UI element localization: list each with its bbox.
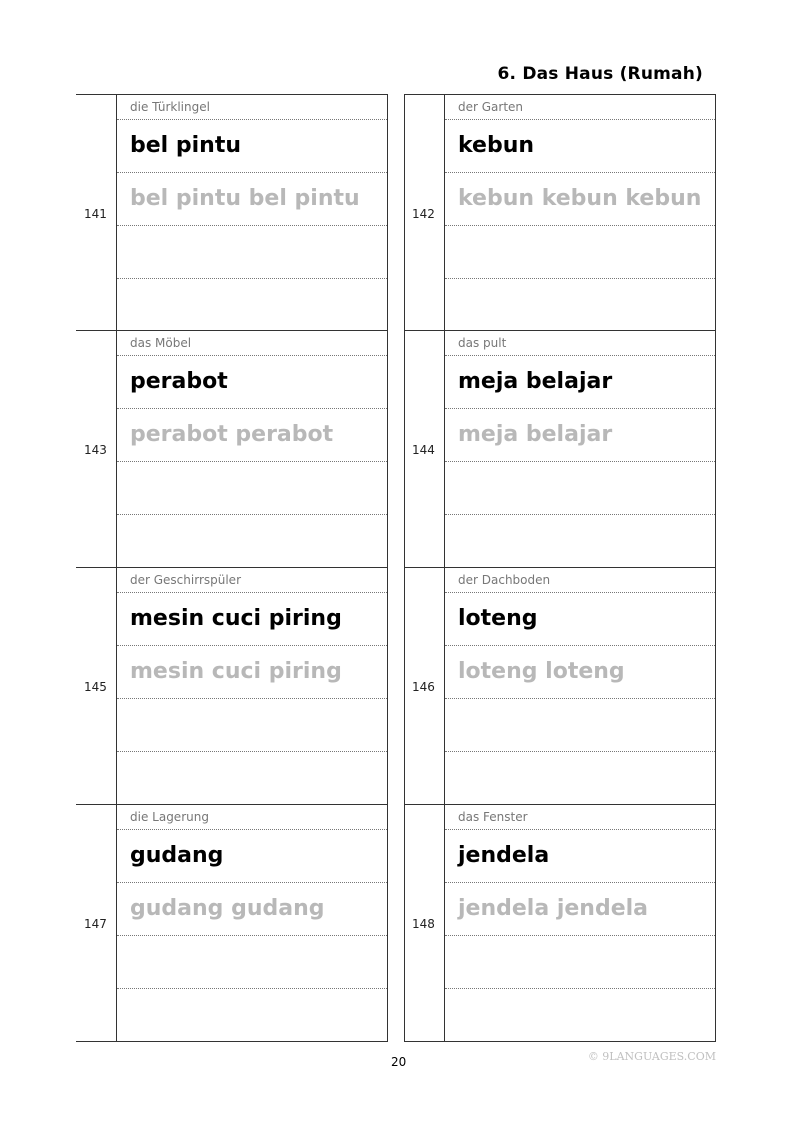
number-column (404, 331, 445, 567)
copyright-notice: © 9LANGUAGES.COM (587, 1050, 716, 1063)
german-label: das Möbel (130, 336, 192, 350)
practice-line (445, 989, 715, 1041)
german-label: das pult (458, 336, 507, 350)
indonesian-word: gudang (130, 843, 224, 868)
vocab-entry (404, 568, 716, 805)
german-label: der Garten (458, 100, 524, 114)
number-column (76, 95, 117, 330)
number-column (76, 331, 117, 567)
practice-line (445, 752, 715, 804)
indonesian-word: mesin cuci piring (130, 606, 342, 631)
tracing-text: kebun kebun kebun (458, 186, 702, 211)
entry-number: 144 (412, 443, 435, 457)
tracing-text: loteng loteng (458, 659, 625, 684)
practice-line (445, 936, 715, 989)
indonesian-word: kebun (458, 133, 535, 158)
entry-number: 141 (84, 207, 107, 221)
indonesian-word: perabot (130, 369, 228, 394)
tracing-text: jendela jendela (458, 896, 649, 921)
practice-line (445, 699, 715, 752)
tracing-text: perabot perabot (130, 422, 334, 447)
indonesian-word: bel pintu (130, 133, 241, 158)
entry-number: 142 (412, 207, 435, 221)
practice-line (445, 226, 715, 279)
page-number: 20 (391, 1055, 407, 1069)
german-label: das Fenster (458, 810, 528, 824)
tracing-text: gudang gudang (130, 896, 325, 921)
entry-number: 146 (412, 680, 435, 694)
practice-line (445, 462, 715, 515)
practice-line (117, 515, 387, 567)
entry-number: 143 (84, 443, 107, 457)
page-title: 6. Das Haus (Rumah) (497, 64, 703, 84)
german-label: der Dachboden (458, 573, 551, 587)
indonesian-word: meja belajar (458, 369, 613, 394)
tracing-text: meja belajar (458, 422, 613, 447)
number-column (76, 805, 117, 1041)
vocab-entry (76, 94, 388, 331)
practice-line (117, 936, 387, 989)
practice-line (117, 226, 387, 279)
practice-line (117, 462, 387, 515)
tracing-text: mesin cuci piring (130, 659, 342, 684)
number-column (404, 95, 445, 330)
vocab-entry (404, 94, 716, 331)
vocab-entry (76, 331, 388, 568)
vocab-entry (404, 805, 716, 1042)
entry-number: 145 (84, 680, 107, 694)
german-label: die Türklingel (130, 100, 210, 114)
practice-line (445, 515, 715, 567)
vocab-entry (76, 805, 388, 1042)
practice-line (117, 699, 387, 752)
practice-line (117, 752, 387, 804)
practice-line (117, 989, 387, 1041)
indonesian-word: jendela (458, 843, 550, 868)
practice-line (445, 279, 715, 331)
number-column (76, 568, 117, 804)
practice-line (117, 279, 387, 331)
vocab-entry (76, 568, 388, 805)
tracing-text: bel pintu bel pintu (130, 186, 360, 211)
vocab-entry (404, 331, 716, 568)
entry-number: 147 (84, 917, 107, 931)
number-column (404, 805, 445, 1041)
entry-number: 148 (412, 917, 435, 931)
number-column (404, 568, 445, 804)
german-label: die Lagerung (130, 810, 209, 824)
german-label: der Geschirrspüler (130, 573, 241, 587)
indonesian-word: loteng (458, 606, 538, 631)
